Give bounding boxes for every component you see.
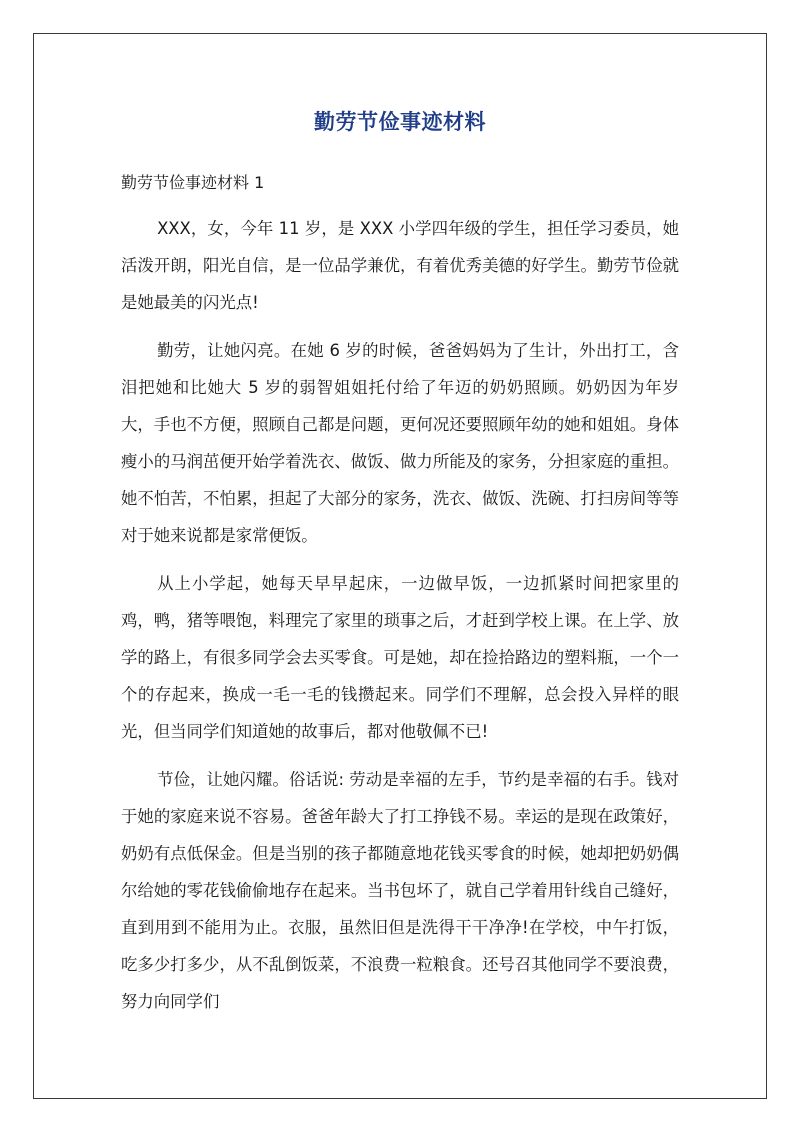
paragraph-school-routine: 从上小学起，她每天早早起床，一边做早饭，一边抓紧时间把家里的鸡，鸭，猪等喂饱，料理完了家里的琐事之后，才赶到学校上课。在上学、放学的路上，有很多同学会去买零食。可是她，却在捡拾路边的塑料瓶，一个一个的存起来，换成一毛一毛的钱攒起来。同学们不理解，总会投入异样的眼光，但当同学们知道她的故事后，都对他敬佩不已! <box>121 574 679 741</box>
document-title: 勤劳节俭事迹材料 <box>314 110 486 134</box>
paragraph-diligence: 勤劳，让她闪亮。在她 6 岁的时候，爸爸妈妈为了生计，外出打工，含泪把她和比她大 5 岁的弱智姐姐托付给了年迈的奶奶照顾。奶奶因为年岁大，手也不方便，照顾自己都是问题，更何况还要照顾年幼的她和姐姐。身体瘦小的马润茁便开始学着洗衣、做饭、做力所能及的家务，分担家庭的重担。她不怕苦，不怕累，担起了大部分的家务，洗衣、做饭、洗碗、打扫房间等等对于她来说都是家常便饭。 <box>121 341 679 545</box>
section-heading: 勤劳节俭事迹材料 1 <box>121 173 265 192</box>
paragraph-intro: XXX，女，今年 11 岁，是 XXX 小学四年级的学生，担任学习委员，她活泼开朗，阳光自信，是一位品学兼优，有着优秀美德的好学生。勤劳节俭就是她最美的闪光点! <box>121 219 679 312</box>
document-body <box>121 210 679 1031</box>
paragraph-thrift: 节俭，让她闪耀。俗话说: 劳动是幸福的左手，节约是幸福的右手。钱对于她的家庭来说不容易。爸爸年龄大了打工挣钱不易。幸运的是现在政策好，奶奶有点低保金。但是当别的孩子都随意地花钱买零食的时候，她却把奶奶偶尔给她的零花钱偷偷地存在起来。当书包坏了，就自己学着用针线自己缝好，直到用到不能用为止。衣服，虽然旧但是洗得干干净净!在学校，中午打饭，吃多少打多少，从不乱倒饭菜，不浪费一粒粮食。还号召其他同学不要浪费，努力向同学们 <box>121 770 679 1011</box>
